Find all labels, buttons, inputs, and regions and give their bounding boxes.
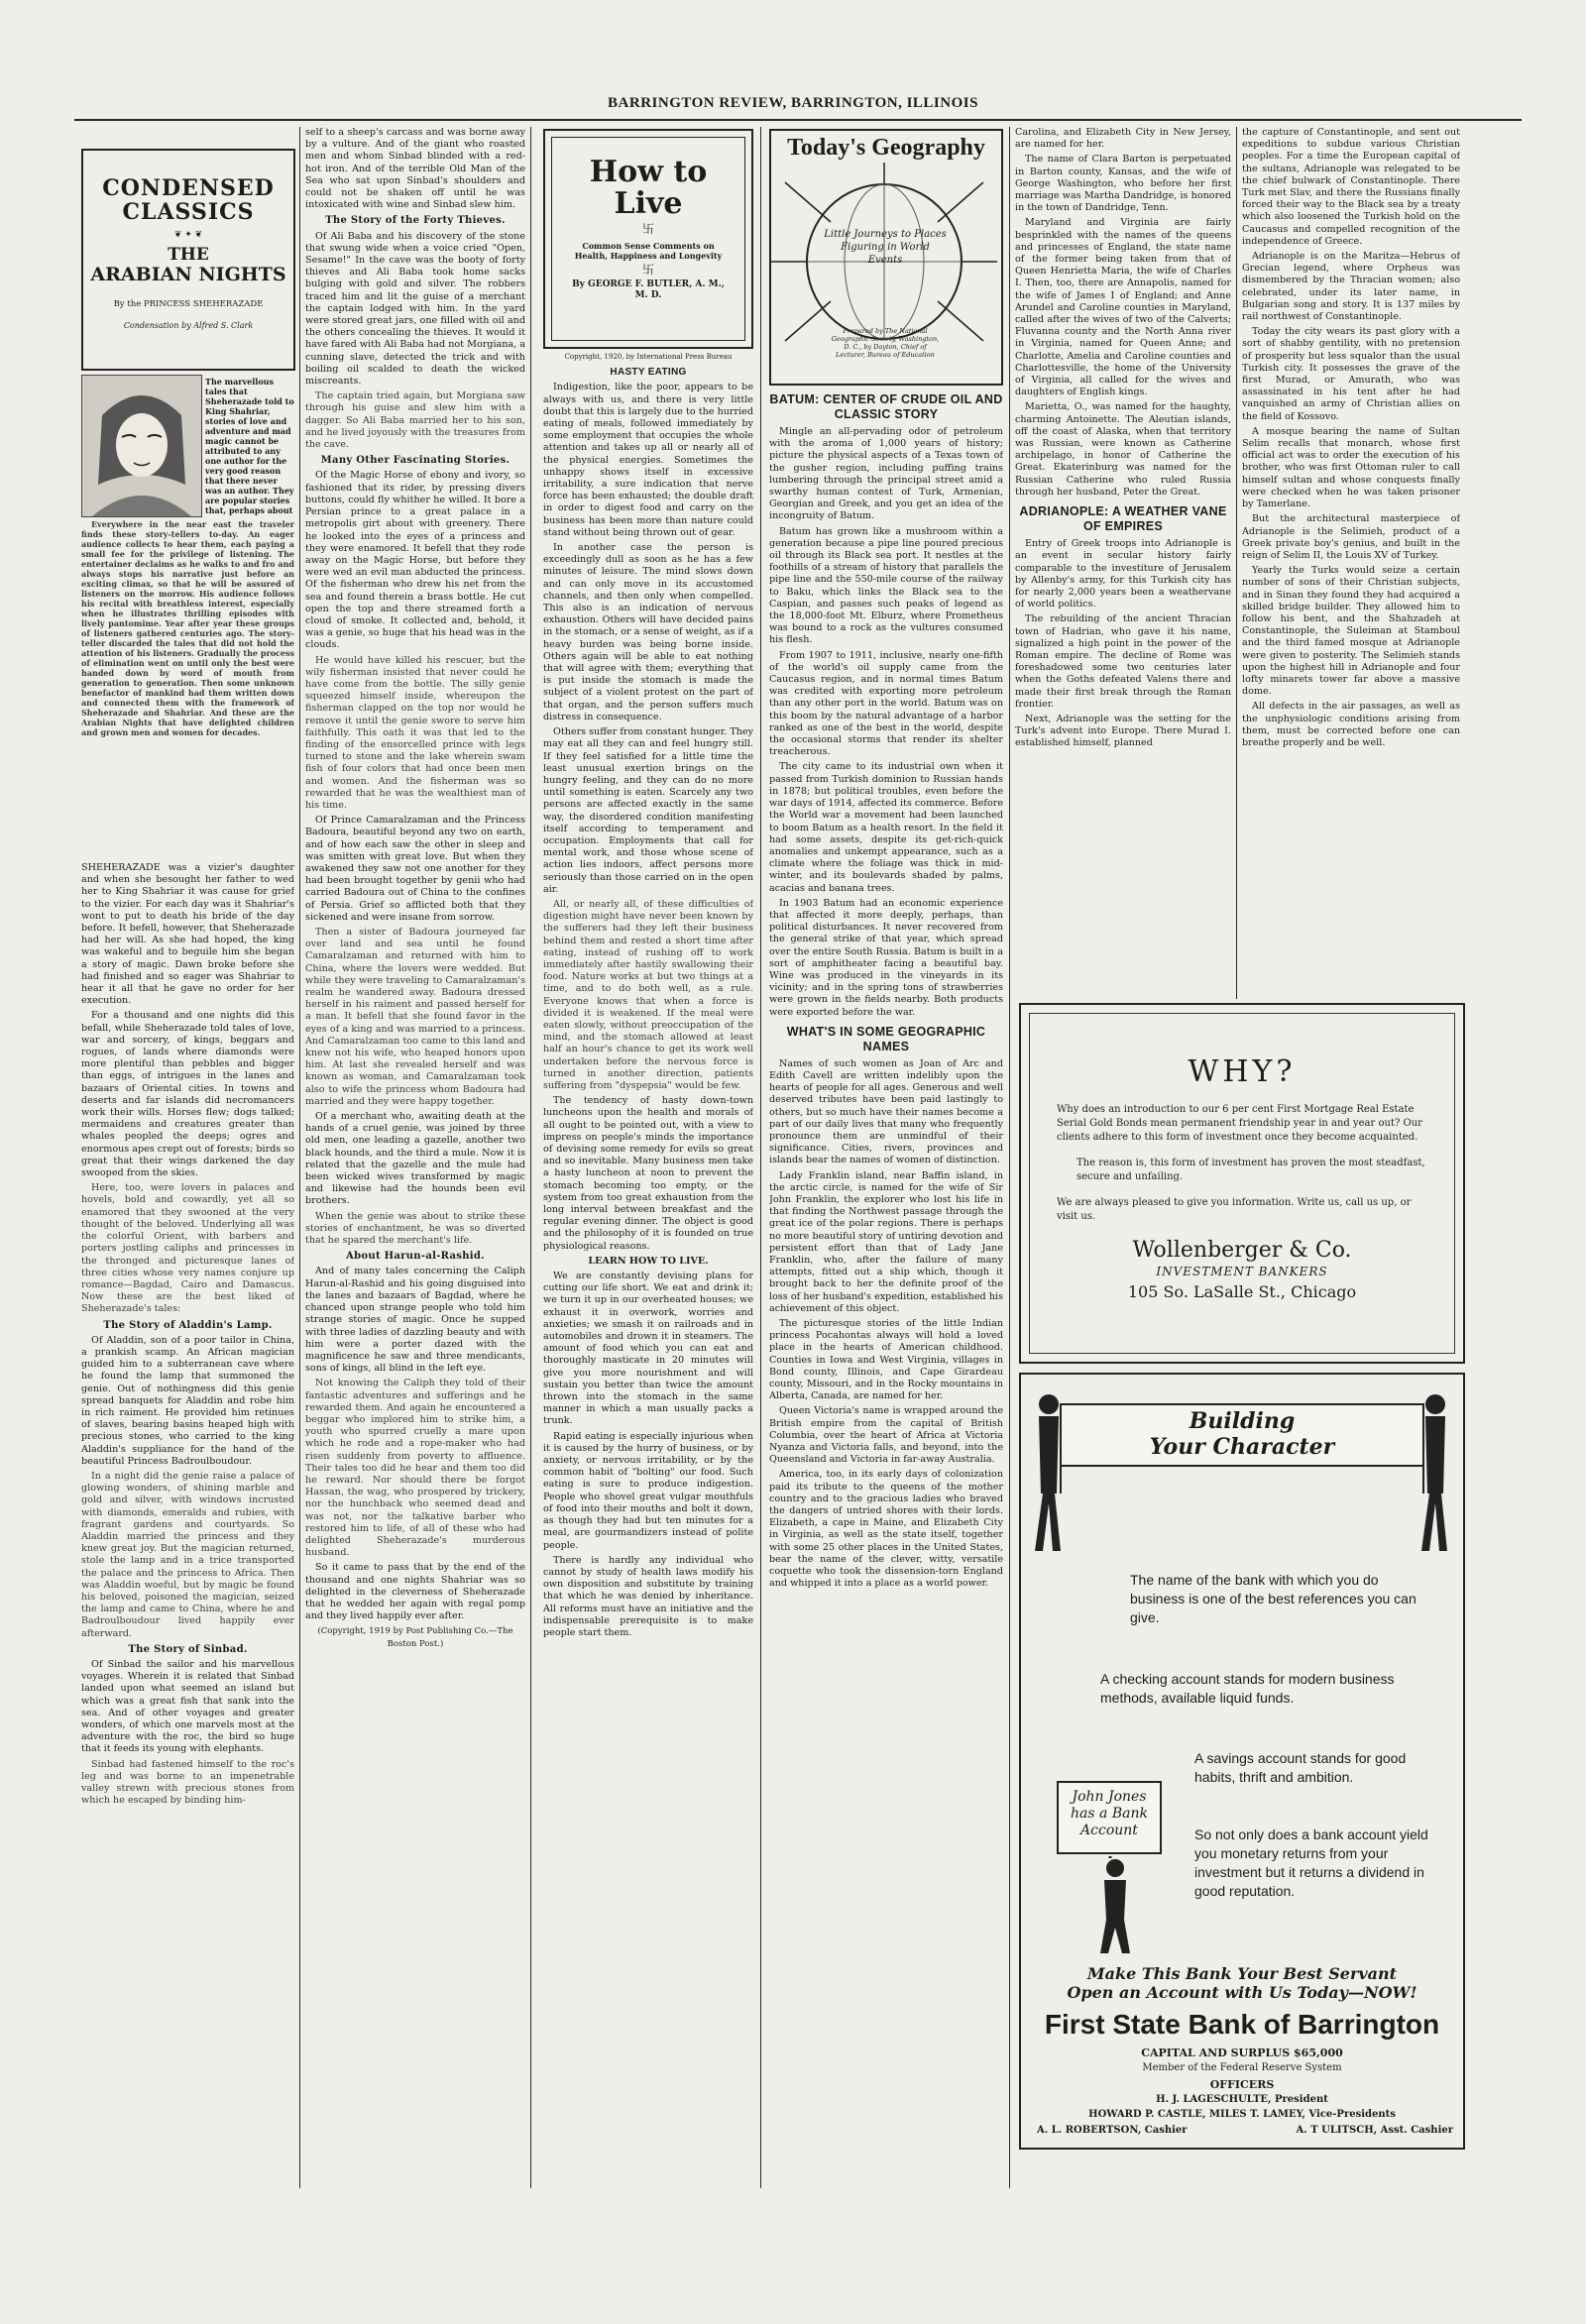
ornament: 卐: [641, 222, 654, 236]
ornament: ❦ ✦ ❦: [173, 230, 203, 240]
sign-line: Account: [1080, 1823, 1138, 1838]
capital-line: CAPITAL AND SURPLUS $65,000: [1141, 2047, 1343, 2059]
ornament: 卐: [641, 263, 654, 277]
why-text-3: We are always pleased to give you information. Write us, call us up, or visit us.: [1057, 1197, 1412, 1222]
globe-line: Little Journeys to Places: [824, 229, 947, 240]
banner-line: Your Character: [1149, 1434, 1335, 1460]
paragraph: Of Prince Camaralzaman and the Princess Badoura, beautiful beyond any two on earth, and of how each saw the other in sleep and was smitten with great love. But when they awakened they saw not one another for they had been brought together by genii who had carried Badoura out of China to the confines of Persia. Grief so afflicted both that they sickened and were insane from sorrow.: [305, 815, 525, 923]
paragraph: Of a merchant who, awaiting death at the hands of a cruel genie, was joined by three old men, one leading a gazelle, another two black hounds, and the third a mule. Now it is related that the gazelle and the mule had been wicked wives transformed by magic and likewise had the hounds been evil brothers.: [305, 1111, 525, 1207]
bank-advertisement: [1019, 1373, 1465, 2150]
paragraph: Of Sinbad the sailor and his marvellous voyages. Wherein it is related that Sinbad landed upon what seemed an island but which was a great fish that sank into the sea. And of other voyages and greater wonders, of which one marvels most at the adventure with the roc, the bird so huge that it feeds its young with elephants.: [81, 1659, 294, 1755]
company-name: Wollenberger & Co.: [1132, 1238, 1352, 1263]
paragraph: The picturesque stories of the little Indian princess Pocahontas always will hold a loved place in the hearts of American childhood. Counties in Iowa and West Virginia, villages in Bond county, Illinois, and Cape Girardeau county, Missouri, and in the Rocky mountains in Alberta, Canada, are named for her.: [769, 1318, 1003, 1402]
arabian-nights-body: [81, 862, 294, 2141]
slogan-line: Make This Bank Your Best Servant: [1086, 1964, 1398, 1983]
inner-border: [551, 137, 745, 341]
intro-text-continued: Everywhere in the near east the traveler finds these story-tellers to-day. An eager audience collects to hear them, each paying a small fee for the privilege of listening. The entertainer declaims as he walks to and fro and always stops his narrative just before an exciting climax, so that he will be assured of listeners on the morrow. His audience follows his recital with breathless interest, especially when he illustrates thrilling episodes with lively pantomime. Year after year these groups of listeners gathered centuries ago. The story-teller discarded the tales that did not hold the attention of his listeners. Gradually the process of elimination went on until only the best were handed down by word of mouth from generation to generation. Then some unknown benefactor of mankind had them written down and connected them with the framework of Sheherazade and Shahriar. And these are the Arabian Nights that have delighted children and grown men and women for decades.: [81, 519, 294, 737]
globe-line: Events: [867, 255, 903, 266]
paragraph: The name of Clara Barton is perpetuated in Barton county, Kansas, and the wife of George Washington, who before her first marriage was Martha Dandridge, is honored in the town of Dandridge, Tenn.: [1015, 154, 1231, 214]
why-text-1: Why does an introduction to our 6 per cent First Mortgage Real Estate Serial Gold Bonds mean permanent friendship year in and year out? Our clients adhere to this form of investment once they become acquainted.: [1057, 1104, 1422, 1143]
paragraph: Of Aladdin, son of a poor tailor in China, a prankish scamp. An African magician guided him to a subterranean cave where he found the lamp that summoned the genie. Out of nothingness did this genie spread banquets for Aladdin and robe him in rich raiment. He provided him retinues of slaves, bearing basins heaped high with precious stones, who carried to the king Aladdin's suppliance for the hand of the beautiful Princess Badroulboudour.: [81, 1334, 294, 1467]
intro-text: The marvellous tales that Sheherazade told to King Shahriar, stories of love and adventure and mad magic cannot be attributed to any one author for the very good reason that there never was an author. They are popular stories that, perhaps about: [205, 377, 294, 515]
tagline: Common Sense Comments on Health, Happiness and Longevity: [574, 241, 723, 261]
paragraph: Marietta, O., was named for the haughty, charming Antoinette. The Aleutian islands, off the coast of Alaska, when that territory was Russian, were known as Catherine archipelago, in honor of Catherine the Great. Ekaterinburg was named for the Russian Catherine who ruled Russia through her husband, Peter the Great.: [1015, 401, 1231, 498]
paragraph: A mosque bearing the name of Sultan Selim recalls that monarch, whose first official act was to order the execution of his brother, who was first Ottoman ruler to call himself sultan and whose conquests finally were checked when he was taken prisoner by Tamerlane.: [1242, 425, 1460, 510]
officers-heading: OFFICERS: [1209, 2078, 1275, 2091]
paragraph: America, too, in its early days of colonization paid its tribute to the queens of the mother country and to the gracious ladies who braved the dangers of untried shores with their lords. Elizabeth, a cape in Maine, and Elizabeth City in Virginia, as well as the state itself, together with some 25 other places in the United States, bear the name of the clever, witty, versatile coquette who took the dissension-torn England and whipped it into a place as a world power.: [769, 1469, 1003, 1590]
bank-text-2: A checking account stands for modern business methods, available liquid funds.: [1100, 1671, 1395, 1706]
paragraph: SHEHERAZADE was a vizier's daughter and when she besought her father to wed her to King Shahriar it was cause for grief to the vizier. For each day was it Shahriar's wont to put to death his bride of the day before. It befell, however, that Sheherazade had her will. As she had hoped, the king was wakeful and to beguile him she began a story of magic. Dawn broke before she had finished and so eager was Shahriar to hear it all that he gave no order for her execution.: [81, 862, 294, 1007]
paragraph: But the architectural masterpiece of Adrianople is the Selimieh, product of a Greek private boy's genius, and built in the reign of Selim II, the Louis XV of Turkey.: [1242, 513, 1460, 561]
masthead: BARRINGTON REVIEW, BARRINGTON, ILLINOIS: [608, 95, 978, 111]
live-title: Live: [614, 186, 683, 221]
figure-illustration: [1061, 1856, 1170, 1955]
officer-line: H. J. LAGESCHULTE, President: [1156, 2094, 1328, 2105]
why-advertisement: [1019, 1003, 1465, 1364]
paragraph: He would have killed his rescuer, but the wily fisherman insisted that never could he have come from the bottle. The silly genie squeezed himself inside, whereupon the fisherman clapped on the top nor would he remove it until the genie swore to serve him faithfully. This oath it was that led to the finding of the ensorcelled prince with legs turned to stone and the lake wherein swam fish of four colors that had once been men and women. And the fisherman was so rewarded that he was the wealthiest man of his time.: [305, 654, 525, 811]
paragraph: Batum has grown like a mushroom within a generation because a pipe line poured precious oil through its Black sea port. It nestles at the foothills of a stream of history that parallels the pipe line and the 550-mile course of the railway to Baku, which links the Black sea to the Caspian, and passes such peaks of legend as the 18,000-foot Mt. Elburz, where Prometheus was bound to a rock as the vultures consumed his flesh.: [769, 525, 1003, 646]
banner-line: Building: [1189, 1408, 1296, 1434]
bank-text-1: The name of the bank with which you do business is one of the best references you can give.: [1130, 1572, 1416, 1625]
condensation-credit: Condensation by Alfred S. Clark: [123, 321, 254, 330]
copyright-line: (Copyright, 1919 by Post Publishing Co.—The Boston Post.): [317, 1626, 513, 1649]
paragraph: In another case the person is exceedingly dull as soon as he has a few minutes of leisure. The mind slows down and can only move in its accustomed channels, and then only when compelled. This also is an indication of nervous exhaustion. Others will have decided pains in the stomach, or a sense of weight, as if a heavy burden was being borne inside. Others again will be able to eat nothing that will agree with them; everything that is put inside the stomach is made the subject of a violent protest on the part of that organ, and the person suffers much distress in consequence.: [543, 542, 753, 722]
inner-border: [1029, 1013, 1455, 1354]
portrait-illustration: [82, 376, 201, 516]
paragraph: The city came to its industrial own when it passed from Turkish dominion to Russian hands in 1878; but political troubles, even before the war days of 1914, affected its commerce. Before the World war a movement had been launched to boom Batum as a health resort. In the field it had some assets, despite its get-rich-quick anomalies and unkempt appearance, such as a climate where the foliage was thick in mid-winter, and its boulevards shaded by palms, acacias and banana trees.: [769, 761, 1003, 894]
paragraph: Others suffer from constant hunger. They may eat all they can and feel hungry still. If they feel satisfied for a little time the least unusual exertion brings on the hungry feeling, and they can do no more until something is eaten. Scarcely any two persons are affected exactly in the same way, the disordered condition manifesting itself according to temperament and occupation. Employments that call for mental work, and those whose scene of action lies indoors, affect persons more seriously than those carried on in the open air.: [543, 726, 753, 895]
sinbad-heading: The Story of Sinbad.: [128, 1643, 248, 1655]
hasty-eating-heading: HASTY EATING: [610, 367, 687, 379]
why-title: WHY?: [1188, 1054, 1297, 1089]
adrianople-headline: ADRIANOPLE: A WEATHER VANE OF EMPIRES: [1019, 504, 1227, 534]
paragraph: Mingle an all-pervading odor of petroleum with the aroma of 1,000 years of history; picture the physical aspects of a Texas town of the gusher region, including puffing trains lumbering through the principal street amid a swarthy human contest of Turk, Armenian, Georgian and Greek, and you get an idea of the incongruity of Batum.: [769, 426, 1003, 522]
paragraph: Indigestion, like the poor, appears to be always with us, and there is very little doubt that this is largely due to the hurried eating of meals, followed immediately by some employment that occupies the whole attention and takes up all or nearly all of the physical energies. Sometimes the unhappy shows itself in excessive irritability, a sure indication that nerve force has been exhausted; the double draft in order to digest food and carry on the business has been more than nature could stand without being thrown out of gear.: [543, 382, 753, 538]
intro-continued: [81, 519, 294, 856]
paragraph: All, or nearly all, of these difficulties of digestion might have never been known by the sufferers had they left their business behind them and rested a short time after eating, instead of rushing off to work immediately after hastily swallowing their food. Nature works at but two things at a time, and to do both well, as a rule. Everyone knows that when a force is divided it is weakened. If the meal were eaten slowly, without preoccupation of the mind, and the stomach allowed at least half an hour's chance to get its work well undertaken before the nervous force is turned in another direction, patients suffering from "dyspepsia" would be few.: [543, 898, 753, 1091]
paragraph: Of Ali Baba and his discovery of the stone that swung wide when a voice cried "Open, Sesame!" In the cave was the booty of forty thieves and Ali Baba took home sacks bulging with gold and silver. The robbers traced him and lit the guise of a merchant the captain lodged with him. In the yard were stored great jars, one filled with oil and the others concealing the thieves. It would it have fared with Ali Baba had not Morgiana, a cunning slave, detected the trick and with boiling oil scalded to death the wicked miscreants.: [305, 230, 525, 387]
masthead-rule: [74, 119, 1522, 121]
harun-heading: About Harun-al-Rashid.: [346, 1251, 485, 1263]
batum-headline: BATUM: CENTER OF CRUDE OIL AND CLASSIC STORY: [769, 392, 1003, 421]
paragraph: Today the city wears its past glory with a sort of shabby gentility, with no pretension of prosperity but less squalor than the usual Turkish city. It possesses the grave of the first Murad, or Amurath, who was assassinated in his tent after he had vanquished an army of Christian allies on the field of Kossovo.: [1242, 326, 1460, 422]
paragraph: Then a sister of Badoura journeyed far over land and sea until he found Camaralzaman and returned with him to China, where the lovers were wedded. But while they were traveling to Camaralzaman's realm he wandered away. Badoura dressed herself in his raiment and passed herself for a man. It befell that she found favor in the eyes of a king and was married to a princess. And Camaralzaman too came to this land and knew not his wife, who heaped honors upon him. At last she revealed herself and was known as woman, and Camaralzaman took also to wife the princess whom Badoura had married and they were happy together.: [305, 927, 525, 1107]
paragraph: From 1907 to 1911, inclusive, nearly one-fifth of the world's oil supply came from the Caucasus region, and in normal times Batum was credited with exporting more petroleum than any other port in the world. Batum was on this boom by the natural advantage of a harbor ranked as one of the best in the world, despite the occasional storms that render its shelter treacherous.: [769, 649, 1003, 758]
sign-line: John Jones: [1072, 1789, 1147, 1805]
paragraph: self to a sheep's carcass and was borne away by a vulture. And of the giant who roasted men and whom Sinbad blinded with a red-hot iron. And of the terrible Old Man of the Sea who sat upon Sinbad's shoulders and could not be shaken off until he was intoxicated with wine and Sinbad slew him.: [305, 127, 525, 211]
paragraph: We are constantly devising plans for cutting our life short. We eat and drink it; we turn it up in our overheated houses; we exhaust it in overwork, worries and anxieties; we smash it on railroads and in automobiles and drown it in steamers. The amount of food which you can eat and thoroughly masticate in 20 minutes will give you more nourishment and will sustain you better than twice the amount thrown into the stomach in the same manner in which a man usually packs a trunk.: [543, 1271, 753, 1427]
globe-caption: [811, 228, 960, 267]
learn-how-to-live: LEARN HOW TO LIVE.: [588, 1255, 709, 1267]
sign-line: has a Bank: [1071, 1806, 1148, 1822]
paragraph: Adrianople is on the Maritza—Hebrus of Grecian legend, where Orpheus was dismembered by the Thracian women; also celebrated, under its later name, in Bulgarian song and story. It is 137 miles by rail northwest of Constantinople.: [1242, 251, 1460, 323]
paragraph: Maryland and Virginia are fairly besprinkled with the names of the queens and princesses of England, the state name of the former being taken from that of Queen Henrietta Maria, the wife of Charles I. Then, too, there are Annapolis, named for the wife of James I of England; and Anne Arundel and Caroline counties in Maryland, called after the wives of two of the Calverts; Fluvanna county and the North Anna river in Virginia, named for Queen Anne; and Charlotte, Amelia and Caroline counties and Charlottesville, the home of the University of Virginia, all called for the wives and daughters of English kings.: [1015, 217, 1231, 398]
column-two: [305, 127, 525, 2178]
how-to-title: How to: [589, 155, 708, 189]
paragraph: When the genie was about to strike these stories of enchantment, he was so diverted that he spared the merchant's life.: [305, 1210, 525, 1247]
officer-line: A. T ULITSCH, Asst. Cashier: [1296, 2125, 1453, 2136]
column-rule: [1009, 127, 1010, 2188]
how-to-live-header: [543, 129, 753, 349]
geography-body: [769, 387, 1003, 2180]
paragraph: There is hardly any individual who cannot by study of health laws modify his own disposition and substitute by training that which he was denied by inheritance. All reforms must have an initiative and the indispensable prerequisite is to make people start them.: [543, 1554, 753, 1638]
slogan: [1031, 1964, 1453, 2002]
classics-title: CLASSICS: [122, 199, 255, 225]
author-byline: By GEORGE F. BUTLER, A. M., M. D.: [572, 279, 725, 300]
byline: By the PRINCESS SHEHERAZADE: [113, 299, 264, 309]
paragraph: All defects in the air passages, as well as the unphysiologic conditions arising from them, must be corrected before one can breathe properly and be well.: [1242, 701, 1460, 748]
sheherazade-portrait: [81, 375, 202, 517]
bank-text-4: So not only does a bank account yield you monetary returns from your investment but it returns a dividend in good reputation.: [1194, 1826, 1428, 1899]
paragraph: So it came to pass that by the end of the thousand and one nights Shahriar was so delighted in the cleverness of Sheherazade that he wedded her again with regal pomp and they lived happily ever after.: [305, 1562, 525, 1622]
paragraph: Entry of Greek troops into Adrianople is an event in secular history fairly comparable to the investiture of Jerusalem by Allenby's army, for this Turkish city has for nearly 2,000 years been a weathervane of world politics.: [1015, 538, 1231, 610]
paragraph: The tendency of hasty down-town luncheons upon the health and morals of all ought to be pointed out, with a view to impress on people's minds the importance of devising some remedy for evils so great and so inevitable. Many business men take a hasty luncheon at noon to prevent the stomach becoming too empty, or the system from too great exhaustion from the long interval between breakfast and the regular evening dinner. The object is good and the philosophy of it is founded on true physiological reasons.: [543, 1095, 753, 1252]
the-label: THE: [168, 245, 209, 265]
condensed-classics-header: [81, 149, 295, 371]
aladdin-heading: The Story of Aladdin's Lamp.: [103, 1319, 273, 1331]
company-role: INVESTMENT BANKERS: [1156, 1265, 1328, 1278]
paragraph: Of the Magic Horse of ebony and ivory, so fashioned that its rider, by pressing divers buttons, could fly whither he willed. It bore a Persian prince to a great palace in a metropolis girt about with greenery. There he looked into the eyes of a princess and they were enamored. It befell that they rode away on the Magic Horse, but before they were wed an evil man abducted the princess. Of the fisherman who drew his net from the sea and found therein a brass bottle. He cut open the top and there streamed forth a cloud of smoke. It collected and, behold, it was a genie, so huge that his head was in the clouds.: [305, 470, 525, 651]
officer-line: A. L. ROBERTSON, Cashier: [1037, 2125, 1188, 2136]
intro-side-text: [205, 377, 294, 515]
member-line: Member of the Federal Reserve System: [1142, 2062, 1342, 2073]
paragraph: The captain tried again, but Morgiana saw through his guise and slew him with a dagger. So Ali Baba married her to his son, and he lived joyously with the treasures from the cave.: [305, 390, 525, 451]
paragraph: In 1903 Batum had an economic experience that affected it more deeply, perhaps, than political disturbances. It never recovered from the general strike of that year, which spread over the entire South Russia. Batum is built in a sort of amphitheater facing a beautiful bay. Wine was produced in the vineyards in its vicinity; and in the spring tons of strawberries were grown in the fields nearby. Both products were exported before the war.: [769, 897, 1003, 1018]
geography-credit: Prepared by The National Geographic Society, Washington, D. C., by Dayton, Chief of Lecturer, Bureau of Education: [831, 327, 940, 359]
bank-text-3: A savings account stands for good habits, thrift and ambition.: [1194, 1750, 1407, 1785]
column-five: [1015, 127, 1231, 999]
column-rule: [760, 127, 761, 2188]
john-jones-sign: [1057, 1781, 1162, 1854]
paragraph: Carolina, and Elizabeth City in New Jersey, are named for her.: [1015, 127, 1231, 151]
globe-line: Figuring in World: [841, 242, 930, 253]
arabian-nights-title: ARABIAN NIGHTS: [90, 264, 286, 285]
column-rule: [1236, 127, 1237, 999]
paragraph: Queen Victoria's name is wrapped around the British empire from the capital of British Columbia, over the heart of Africa at Victoria Nyanza and Victoria falls, and beyond, into the Queensland and Victoria in far-away Australia.: [769, 1405, 1003, 1466]
geography-title: Today's Geography: [787, 135, 985, 161]
paragraph: In a night did the genie raise a palace of glowing wonders, of shining marble and gold and silver, with windows incrusted with diamonds, emeralds and rubies, with fragrant gardens and courtyards. So Aladdin married the princess and they knew great joy. But the magician returned, stole the lamp and in a trice transported the palace and the princess to Africa. Then was Aladdin woeful, but by magic he found his beloved, poisoned the magician, seized the lamp and came to China, where he and Badroulboudour lived happily ever afterward.: [81, 1470, 294, 1639]
many-stories-heading: Many Other Fascinating Stories.: [320, 455, 510, 467]
officer-line: HOWARD P. CASTLE, MILES T. LAMEY, Vice-Presidents: [1088, 2109, 1396, 2120]
copyright-line: Copyright, 1920, by International Press Bureau: [564, 353, 733, 361]
column-six: [1242, 127, 1460, 999]
column-rule: [530, 127, 531, 2188]
banner-text: [1061, 1408, 1423, 1460]
paragraph: The rebuilding of the ancient Thracian town of Hadrian, who gave it his name, signalized a high point in the power of the Roman empire. The decline of Rome was foreshadowed some two centuries later when the Goths defeated Valens there and made their first break through the Roman frontier.: [1015, 613, 1231, 710]
why-text-2: The reason is, this form of investment has proven the most steadfast, secure and unfailing.: [1076, 1158, 1425, 1182]
paragraph: Not knowing the Caliph they told of their fantastic adventures and sufferings and he rewarded them. And again he encountered a beggar who implored him to strike him, a youth who spurred cruelly a mare upon which he rode and a rope-maker who had risen suddenly from poverty to affluence. Their tales too did he hear and them too did he reward. Nor should there be forgot Hassan, the wag, who prospered by trickery, nor the hunchback who seemed dead and was not, nor the talkative barber who restored him to life, of all of these who had delighted Sheherazade's murderous husband.: [305, 1378, 525, 1559]
forty-thieves-heading: The Story of the Forty Thieves.: [325, 215, 506, 227]
condensed-title: CONDENSED: [102, 175, 275, 201]
paragraph: And of many tales concerning the Caliph Harun-al-Rashid and his going disguised into the lanes and bazaars of Bagdad, where he chanced upon strange people who told him strange stories of magic. Once he supped with three ladies of dazzling beauty and with him were a porter dazed with the magnificence he saw and three mendicants, sons of kings, all blind in the left eye.: [305, 1266, 525, 1375]
slogan-line: Open an Account with Us Today—NOW!: [1067, 1983, 1417, 2002]
paragraph: For a thousand and one nights did this befall, while Sheherazade told tales of love, war and sorcery, of kings, beggars and rogues, of lands where diamonds were more plentiful than pebbles and bigger than eggs, of intrigues in the lanes and bazaars of Oriental cities. In towns and deserts and far islands did necromancers work their wills. Horses flew; dogs talked; mermaidens and creatures greater than whales peopled the deeps; ogres and enormous apes crept out of forests; birds so great that their wings darkened the day swooped from the skies.: [81, 1010, 294, 1179]
how-to-live-body: [543, 351, 753, 2179]
paragraph: Rapid eating is especially injurious when it is caused by the hurry of business, or by anxiety, or nervous irritability, or by the common habit of "bolting" our food. Such eating is sure to produce indigestion. People who shovel great vulgar mouthfuls of food into their mouths and bolt it down, as though they had but ten minutes for a meal, are gourmandizers instead of polite people.: [543, 1430, 753, 1551]
paragraph: Yearly the Turks would seize a certain number of sons of their Christian subjects, and in Sinan they found they had acquired a skilled bridge builder. They allowed him to follow his bent, and the Shahzadeh at Constantinople, the Suleiman at Stamboul and the third famed mosque at Adrianople were given to posterity. The Selimieh stands upon the highest hill in Adrianople and four lofty minarets tower far above a massive dome.: [1242, 565, 1460, 698]
company-address: 105 So. LaSalle St., Chicago: [1127, 1282, 1357, 1301]
paragraph: the capture of Constantinople, and sent out expeditions to subdue various Christian peoples. For a time the European capital of the sultans, Adrianople was relegated to be the chief bulwark of Constantinople. There Turk met Slav, and there the Russians finally forced their way to the Black sea by a treaty which also loosened the Turkish hold on the Caucasus and compelled recognition of the independence of Greece.: [1242, 127, 1460, 247]
column-rule: [299, 127, 300, 2188]
names-headline: WHAT'S IN SOME GEOGRAPHIC NAMES: [786, 1024, 986, 1053]
paragraph: Sinbad had fastened himself to the roc's leg and was borne to an impenetrable valley strewn with precious stones from which he escaped by binding him-: [81, 1758, 294, 1807]
todays-geography-header: [769, 129, 1003, 386]
paragraph: Next, Adrianople was the setting for the Turk's advent into Europe. There Murad I. established himself, planned: [1015, 713, 1231, 749]
banner-illustration: [1021, 1375, 1463, 1563]
bank-name: First State Bank of Barrington: [1044, 2009, 1440, 2040]
paragraph: Here, too, were lovers in palaces and hovels, bold and cowardly, yet all so enamored that they swooned at the very thought of the beloved. Underlying all was the colorful Orient, with barbers and porters jostling caliphs and princesses in the thronged and picturesque lanes of three cities whose very names conjure up romance—Bagdad, Cairo and Damascus. Now these are the best liked of Sheherazade's tales:: [81, 1182, 294, 1315]
paragraph: Names of such women as Joan of Arc and Edith Cavell are written indelibly upon the hearts of people for all ages. Generous and well deserved tributes have been paid lastingly to others, but so much have their names become a part of our daily lives that many who frequently pronounce them are unmindful of their significance. Cities, rivers, provinces and islands bear the names of women of distinction.: [769, 1057, 1003, 1166]
paragraph: Lady Franklin island, near Baffin island, in the arctic circle, is named for the wife of Sir John Franklin, the explorer who lost his life in that finding the Northwest passage through the great ice of the polar regions. There is perhaps no more beautiful story of untiring devotion and persistent effort than that of Lady Jane Franklin, who, after the failure of many attempts, fitted out a ship which, though it brought back to her the definite proof of the loss of her husband's expedition, established his achievement of this object.: [769, 1169, 1003, 1314]
